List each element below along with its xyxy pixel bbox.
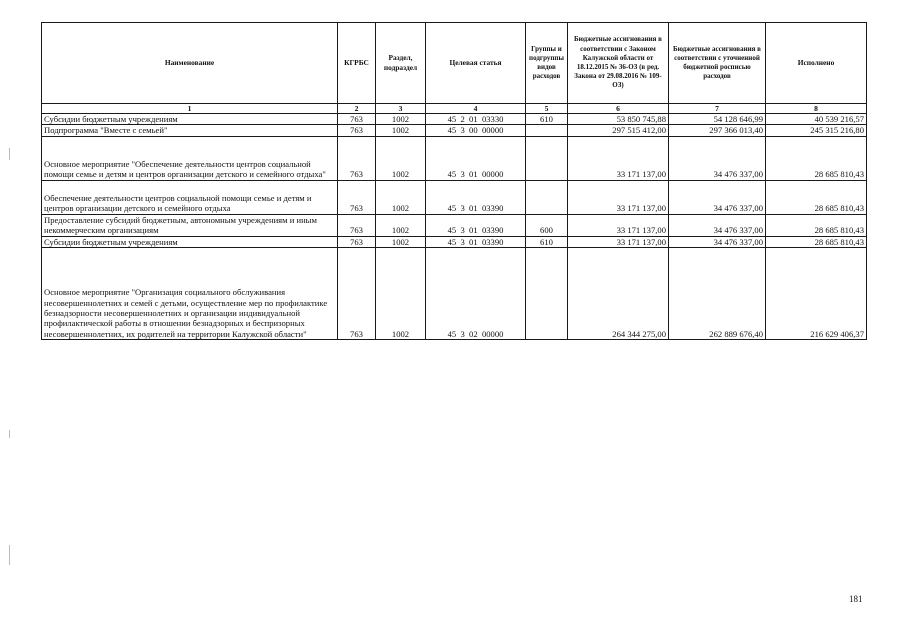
row-executed-amount: 28 685 810,43 — [766, 236, 867, 247]
header-section: Раздел, подраздел — [376, 23, 426, 104]
column-number: 3 — [376, 104, 426, 114]
row-law-amount: 264 344 275,00 — [568, 248, 669, 340]
row-section: 1002 — [376, 236, 426, 247]
row-kgrbs: 763 — [338, 236, 376, 247]
column-number: 2 — [338, 104, 376, 114]
scan-margin-mark — [9, 430, 10, 438]
row-refined-amount: 54 128 646,99 — [669, 114, 766, 125]
row-law-amount: 33 171 137,00 — [568, 236, 669, 247]
column-number: 6 — [568, 104, 669, 114]
row-section: 1002 — [376, 125, 426, 136]
row-executed-amount: 40 539 216,57 — [766, 114, 867, 125]
row-executed-amount: 28 685 810,43 — [766, 214, 867, 236]
table-row — [42, 180, 867, 214]
column-number: 5 — [526, 104, 568, 114]
row-refined-amount: 34 476 337,00 — [669, 214, 766, 236]
scan-margin-mark — [9, 148, 10, 160]
row-target: 45 3 02 00000 — [426, 248, 526, 340]
row-kgrbs: 763 — [338, 248, 376, 340]
row-executed-amount: 28 685 810,43 — [766, 136, 867, 180]
row-refined-amount: 34 476 337,00 — [669, 180, 766, 214]
row-section: 1002 — [376, 214, 426, 236]
column-number: 4 — [426, 104, 526, 114]
row-group — [526, 136, 568, 180]
header-groups: Группы и подгруппы видов расходов — [526, 23, 568, 104]
scan-margin-mark — [9, 545, 10, 565]
row-group — [526, 125, 568, 136]
row-group: 600 — [526, 214, 568, 236]
header-target: Целевая статья — [426, 23, 526, 104]
row-section: 1002 — [376, 114, 426, 125]
row-kgrbs: 763 — [338, 180, 376, 214]
header-law-allocations: Бюджетные ассигнования в соответствии с Законом Калужской области от 18.12.2015 № 36-ОЗ (в ред. Закона от 29.08.2016 № 109-ОЗ) — [568, 23, 669, 104]
header-row — [42, 23, 867, 104]
row-kgrbs: 763 — [338, 214, 376, 236]
table-row — [42, 125, 867, 136]
row-executed-amount: 28 685 810,43 — [766, 180, 867, 214]
row-refined-amount: 297 366 013,40 — [669, 125, 766, 136]
table-row — [42, 136, 867, 180]
row-target: 45 3 00 00000 — [426, 125, 526, 136]
row-kgrbs: 763 — [338, 114, 376, 125]
header-name: Наименование — [42, 23, 338, 104]
header-refined-allocations: Бюджетные ассигнования в соответствии с уточненной бюджетной росписью расходов — [669, 23, 766, 104]
row-kgrbs: 763 — [338, 136, 376, 180]
row-name: Основное мероприятие "Организация социального обслуживания несовершеннолетних и семей с детьми, осуществление мер по профилактике безнадзорности несовершеннолетних и организации индивидуальной профилактической работы в отношении безнадзорных и беспризорных несовершеннолетних, их родителей на территории Калужской области" — [42, 248, 338, 340]
row-section: 1002 — [376, 248, 426, 340]
row-name: Обеспечение деятельности центров социальной помощи семье и детям и центров организации детского и семейного отдыха — [42, 180, 338, 214]
row-name: Подпрограмма "Вместе с семьей" — [42, 125, 338, 136]
budget-table — [41, 22, 867, 340]
column-number: 7 — [669, 104, 766, 114]
row-group: 610 — [526, 114, 568, 125]
row-group — [526, 180, 568, 214]
row-law-amount: 33 171 137,00 — [568, 214, 669, 236]
row-name: Предоставление субсидий бюджетным, автономным учреждениям и иным некоммерческим организациям — [42, 214, 338, 236]
table-row — [42, 114, 867, 125]
row-target: 45 3 01 03390 — [426, 180, 526, 214]
column-number: 8 — [766, 104, 867, 114]
header-kgrbs: КГРБС — [338, 23, 376, 104]
row-name: Субсидии бюджетным учреждениям — [42, 236, 338, 247]
row-target: 45 3 01 00000 — [426, 136, 526, 180]
column-number: 1 — [42, 104, 338, 114]
header-executed: Исполнено — [766, 23, 867, 104]
row-name: Основное мероприятие "Обеспечение деятельности центров социальной помощи семье и детям и центров организации детского и семейного отдыха" — [42, 136, 338, 180]
page-number: 181 — [849, 594, 863, 604]
row-law-amount: 297 515 412,00 — [568, 125, 669, 136]
table-row — [42, 214, 867, 236]
row-target: 45 3 01 03390 — [426, 236, 526, 247]
row-section: 1002 — [376, 136, 426, 180]
row-group — [526, 248, 568, 340]
row-kgrbs: 763 — [338, 125, 376, 136]
row-law-amount: 53 850 745,88 — [568, 114, 669, 125]
row-refined-amount: 262 889 676,40 — [669, 248, 766, 340]
row-group: 610 — [526, 236, 568, 247]
table-row — [42, 236, 867, 247]
row-refined-amount: 34 476 337,00 — [669, 236, 766, 247]
table-row — [42, 248, 867, 340]
row-section: 1002 — [376, 180, 426, 214]
row-target: 45 2 01 03330 — [426, 114, 526, 125]
row-law-amount: 33 171 137,00 — [568, 180, 669, 214]
row-refined-amount: 34 476 337,00 — [669, 136, 766, 180]
row-law-amount: 33 171 137,00 — [568, 136, 669, 180]
row-executed-amount: 216 629 406,37 — [766, 248, 867, 340]
row-target: 45 3 01 03390 — [426, 214, 526, 236]
row-executed-amount: 245 315 216,80 — [766, 125, 867, 136]
row-name: Субсидии бюджетным учреждениям — [42, 114, 338, 125]
column-number-row — [42, 104, 867, 114]
